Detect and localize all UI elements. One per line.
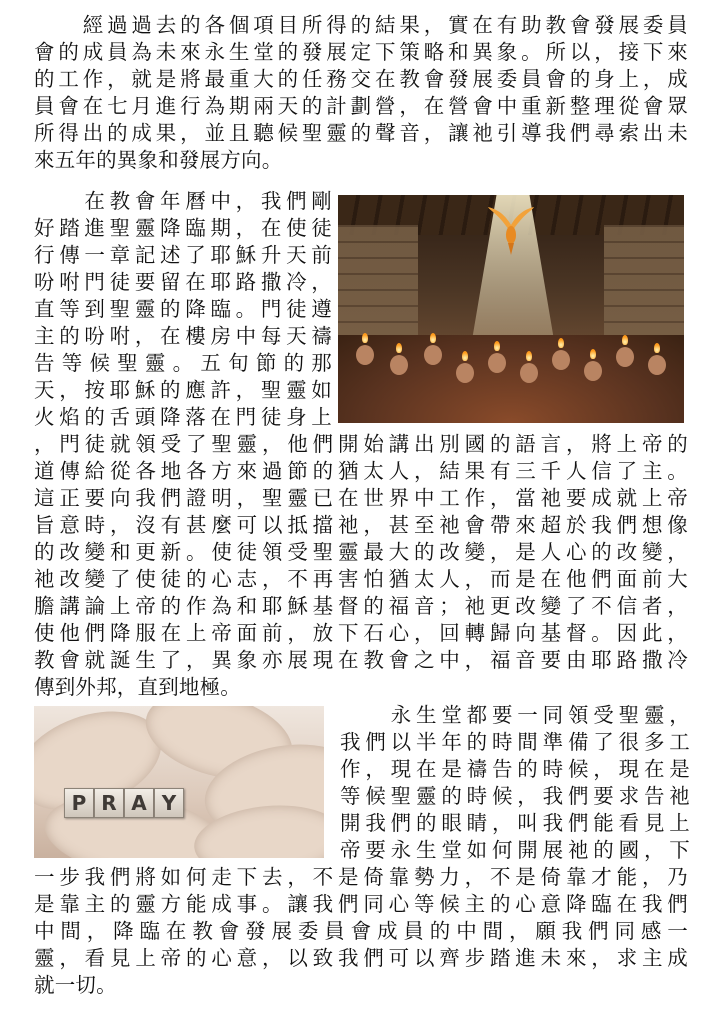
text-line: 使他們降服在上帝面前，放下石心，回轉歸向基督。因此， (34, 621, 688, 645)
pray-block-r: R (94, 788, 124, 818)
text-line: 開我們的眼睛，叫我們能看見上 (340, 811, 690, 835)
text-line: 傳到外邦，直到地極。 (34, 675, 241, 699)
text-line: 靈，看見上帝的心意，以致我們可以齊步踏進未來，求主成 (34, 946, 688, 970)
text-line: 行傳一章記述了耶穌升天前 (34, 243, 332, 267)
pentecost-illustration (338, 195, 684, 423)
text-line: 天，按耶穌的應許，聖靈如 (34, 378, 332, 402)
pray-block-p: P (64, 788, 94, 818)
text-line: 會的成員為未來永生堂的發展定下策略和異象。所以，接下來 (34, 40, 688, 64)
text-line: 經過過去的各個項目所得的結果，實在有助教會發展委員 (34, 13, 688, 37)
text-line: 這正要向我們證明，聖靈已在世界中工作，當祂要成就上帝 (34, 486, 688, 510)
text-line: 作，現在是禱告的時候，現在是 (340, 757, 690, 781)
text-line: 所得出的成果，並且聽候聖靈的聲音，讓祂引導我們尋索出未 (34, 121, 688, 145)
text-line: 直等到聖靈的降臨。門徒遵 (34, 297, 332, 321)
text-line: ，門徒就領受了聖靈，他們開始講出別國的語言，將上帝的 (34, 432, 688, 456)
text-line: 道傳給從各地各方來過節的猶太人，結果有三千人信了主。 (34, 459, 688, 483)
pray-block-y: Y (154, 788, 184, 818)
text-line: 教會就誕生了，異象亦展現在教會之中，福音要由耶路撒冷 (34, 648, 688, 672)
text-line: 帝要永生堂如何開展祂的國，下 (340, 838, 690, 862)
dove-icon (488, 203, 534, 255)
text-line: 在教會年曆中，我們剛 (34, 189, 332, 213)
text-line: 祂改變了使徒的心志，不再害怕猶太人，而是在他們面前大 (34, 567, 688, 591)
pray-hands-illustration (34, 706, 324, 858)
text-line: 等候聖靈的時候，我們要求告祂 (340, 784, 690, 808)
text-line: 就一切。 (34, 973, 117, 997)
text-line: 員會在七月進行為期兩天的計劃營，在營會中重新整理從會眾 (34, 94, 688, 118)
text-line: 旨意時，沒有甚麼可以抵擋祂，甚至祂會帶來超於我們想像 (34, 513, 688, 537)
text-line: 吩咐門徒要留在耶路撒冷， (34, 270, 332, 294)
text-line: 的改變和更新。使徒領受聖靈最大的改變，是人心的改變， (34, 540, 688, 564)
text-line: 膽講論上帝的作為和耶穌基督的福音；祂更改變了不信者， (34, 594, 688, 618)
pray-block-a: A (124, 788, 154, 818)
text-line: 是靠主的靈方能成事。讓我們同心等候主的心意降臨在我們 (34, 892, 688, 916)
text-line: 一步我們將如何走下去，不是倚靠勢力，不是倚靠才能，乃 (34, 865, 688, 889)
text-line: 中間，降臨在教會發展委員會成員的中間，願我們同感一 (34, 919, 688, 943)
text-line: 好踏進聖靈降臨期，在使徒 (34, 216, 332, 240)
text-line: 火焰的舌頭降落在門徒身上 (34, 405, 332, 429)
text-line: 的工作，就是將最重大的任務交在教會發展委員會的身上，成 (34, 67, 688, 91)
text-line: 來五年的異象和發展方向。 (34, 148, 283, 172)
text-line: 告等候聖靈。五旬節的那 (34, 351, 332, 375)
text-line: 我們以半年的時間準備了很多工 (340, 730, 690, 754)
text-line: 永生堂都要一同領受聖靈， (340, 703, 690, 727)
text-line: 主的吩咐，在樓房中每天禱 (34, 324, 332, 348)
